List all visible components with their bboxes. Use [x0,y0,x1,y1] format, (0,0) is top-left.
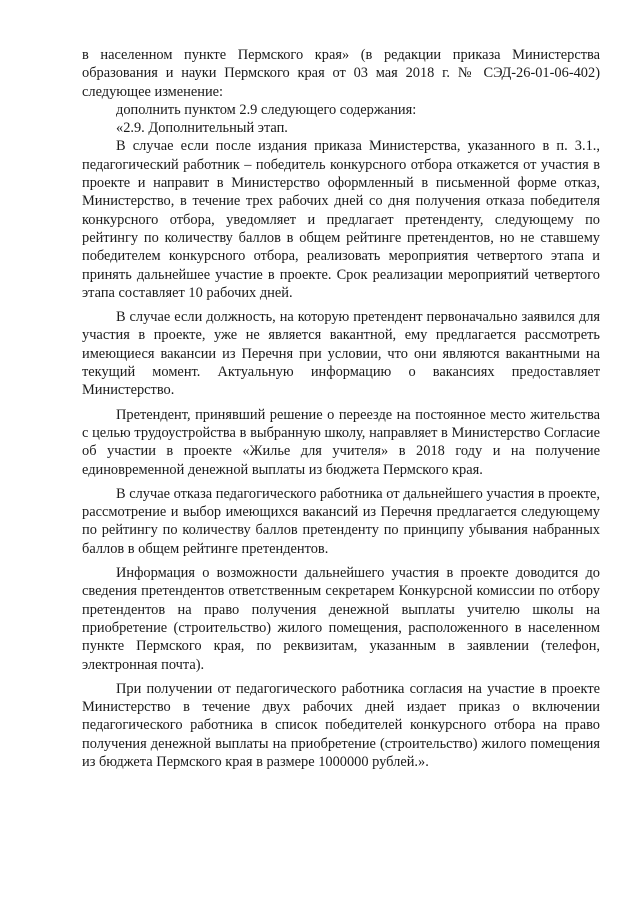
paragraph-next-candidate: В случае отказа педагогического работника от дальнейшего участия в проекте, рассмотрение и выбор имеющихся вакансий из Перечня предлагается следующему по рейтингу по количеству баллов претенденту по принципу убывания набранных баллов в общем рейтинге претендентов. [82,485,600,557]
paragraph-order-issuance: При получении от педагогического работника согласия на участие в проекте Министерство в течение двух рабочих дней издает приказ о включении педагогического работника в список победителей конкурсного отбора на право получения денежной выплаты на приобретение (строительство) жилого помещения из бюджета Пермского края в размере 1000000 рублей.». [82,680,600,770]
document-page [82,46,600,771]
paragraph-vacancy-offer: В случае если должность, на которую претендент первоначально заявился для участия в проекте, уже не является вакантной, ему предлагается рассмотреть имеющиеся вакансии из Перечня при условии, что они являются вакантными на текущий момент. Актуальную информацию о вакансиях предоставляет Министерство. [82,309,600,399]
paragraph-notification: Информация о возможности дальнейшего участия в проекте доводится до сведения претендентов ответственным секретарем Конкурсной комиссии по отбору претендентов на право получения денежной выплаты учителю школы на приобретение (строительство) жилого помещения, расположенного в населенном пункте Пермского края, по реквизитам, указанным в заявлении (телефон, электронная почта). [82,565,600,673]
paragraph-section-heading: «2.9. Дополнительный этап. [116,120,288,137]
paragraph-refusal-procedure: В случае если после издания приказа Министерства, указанного в п. 3.1., педагогический работник – победитель конкурсного отбора откажется от участия в проекте и направит в Министерство оформленный в письменной форме отказ, Министерство, в течение трех рабочих дней со дня получения отказа победителя конкурсного отбора, уведомляет и предлагает претенденту, следующему по рейтингу по количеству баллов в общем рейтинге претендентов, но не ставшему победителем конкурсного отбора, реализовать мероприятия четвертого этапа и принять дальнейшее участие в проекте. Срок реализации мероприятий четвертого этапа составляет 10 рабочих дней. [82,138,600,301]
paragraph-continuation: в населенном пункте Пермского края» (в редакции приказа Министерства образования и науки Пермского края от 03 мая 2018 г. № СЭД-26-01-06-402) следующее изменение: [82,47,600,100]
paragraph-amendment-intro: дополнить пунктом 2.9 следующего содержания: [116,101,417,118]
paragraph-relocation-consent: Претендент, принявший решение о переезде на постоянное место жительства с целью трудоустройства в выбранную школу, направляет в Министерство Согласие об участии в проекте «Жилье для учителя» в 2018 году и на получение единовременной денежной выплаты из бюджета Пермского края. [82,406,600,478]
